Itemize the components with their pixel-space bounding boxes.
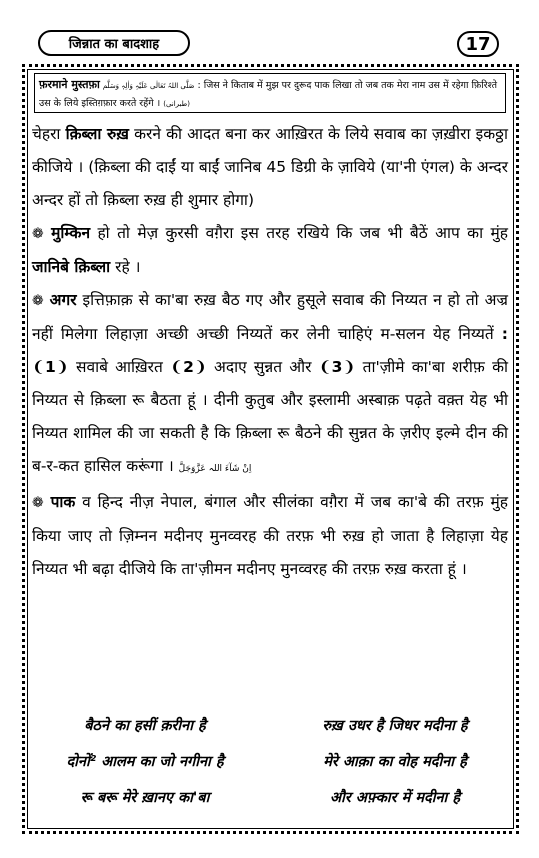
couplet-right: मेरे आक़ा का वोह मदीना है [323, 754, 467, 770]
p4-bold-1: पाक [50, 493, 76, 511]
paragraph-2 [32, 217, 508, 284]
p3-bold-1: अगर [49, 291, 77, 309]
chapter-title-badge [38, 30, 190, 56]
p3-text-3: अदाए सुन्नत और [206, 358, 319, 376]
paragraph-4 [32, 486, 508, 586]
hadith-box [34, 73, 506, 113]
main-body [32, 118, 508, 586]
couplet-left: बैठने का हसीं क़रीना है [84, 718, 206, 734]
flower-bullet-icon: ❁ [32, 226, 44, 242]
page-number-badge [457, 31, 499, 57]
paragraph-1 [32, 118, 508, 217]
p1-bold-1: क़िब्ला रुख़ [65, 125, 129, 143]
p3-bold-4: ❨3❩ [318, 358, 356, 376]
p3-text-2: सवाबे आख़िरत [68, 358, 171, 376]
couplet-row [32, 779, 508, 815]
p2-text-1: हो तो मेज़ कुरसी वग़ैरा इस तरह रखिये कि जब भी बैठें आप का मुंह [90, 224, 508, 242]
p4-text-1: व हिन्द नीज़ नेपाल, बंगाल और सीलंका वग़ैरा में जब का'बे की तरफ़ मुंह किया जाए तो ज़िम्नन मदीनए मुनव्वरह की तरफ़ भी रुख़ हो जाता है लिहाज़ा येह निय्यत भी बढ़ा दीजिये कि ता'ज़ीमन मदीनए मुनव्वरह की तरफ़ रुख़ करता हूं । [32, 493, 508, 578]
flower-bullet-icon: ❁ [32, 495, 44, 511]
p2-bold-2: जानिबे क़िब्ला [32, 258, 111, 276]
couplet-left: रू बरू मेरे ख़ानए का'बा [80, 790, 210, 806]
p1-text-2: करने की आदत बना कर आख़िरत के लिये सवाब का ज़ख़ीरा इकठ्ठा कीजिये । (क़िब्ला की दाईं या बाईं जानिब 45 डिग्री के ज़ाविये (या'नी एंगल) के अन्दर अन्दर हों तो क़िब्ला रुख़ ही शुमार होगा) [32, 125, 508, 209]
couplet-left: दोनों² आलम का जो नगीना है [66, 754, 224, 770]
poetry-couplets [32, 707, 508, 815]
hadith-source: (طبرانی) [163, 100, 190, 108]
couplet-row [32, 743, 508, 779]
page-number: 17 [465, 33, 491, 55]
couplet-right: रुख़ उधर है जिधर मदीना है [322, 718, 468, 734]
p3-bold-2: : ❨1❩ [32, 325, 508, 376]
paragraph-3 [32, 284, 508, 486]
chapter-title: जिन्नात का बादशाह [68, 37, 160, 52]
insha-allah-text: اِنْ شَآءَ اللہ عَزَّوَجَلَّ [178, 464, 252, 474]
couplet-row [32, 707, 508, 743]
p1-text-1: चेहरा [32, 125, 66, 143]
p3-bold-3: ❨2❩ [170, 358, 207, 376]
couplet-right: और अफ़्कार में मदीना है [329, 790, 461, 806]
p2-bold-1: मुम्किन [51, 224, 91, 242]
p2-text-2: रहे । [110, 258, 141, 276]
hadith-text: : जिस ने किताब में मुझ पर दुरूद पाक लिखा तो जब तक मेरा नाम उस में रहेगा फ़िरिश्ते उस के लिये इस्तिग़फ़ार करते रहेंगे । [39, 80, 498, 109]
durood-text: صَلَّی اللہُ تَعَالٰی عَلَیْہِ وَاٰلِہٖ وَسَلَّم [102, 82, 195, 90]
p3-text-1: इत्तिफ़ाक़ से का'बा रुख़ बैठ गए और हुसूले सवाब की निय्यत न हो तो अज्र नहीं मिलेगा लिहाज़ा अच्छी अच्छी निय्यतें कर लेनी चाहिएं म-सलन येह निय्यतें [32, 291, 509, 343]
hadith-label: फ़रमाने मुस्तफ़ा [39, 78, 100, 91]
flower-bullet-icon: ❁ [32, 293, 44, 309]
p3-text-4: ता'ज़ीमे का'बा शरीफ़ की निय्यत से क़िब्ला रू बैठता हूं । दीनी कुतुब और इस्लामी अस्बाक़ पढ़ते वक़्त येह भी निय्यत शामिल की जा सकती है कि क़िब्ला रू बैठने की सुन्नत के ज़रीए इल्मे दीन की ब-र-कत हासिल करूंगा । [32, 358, 508, 475]
